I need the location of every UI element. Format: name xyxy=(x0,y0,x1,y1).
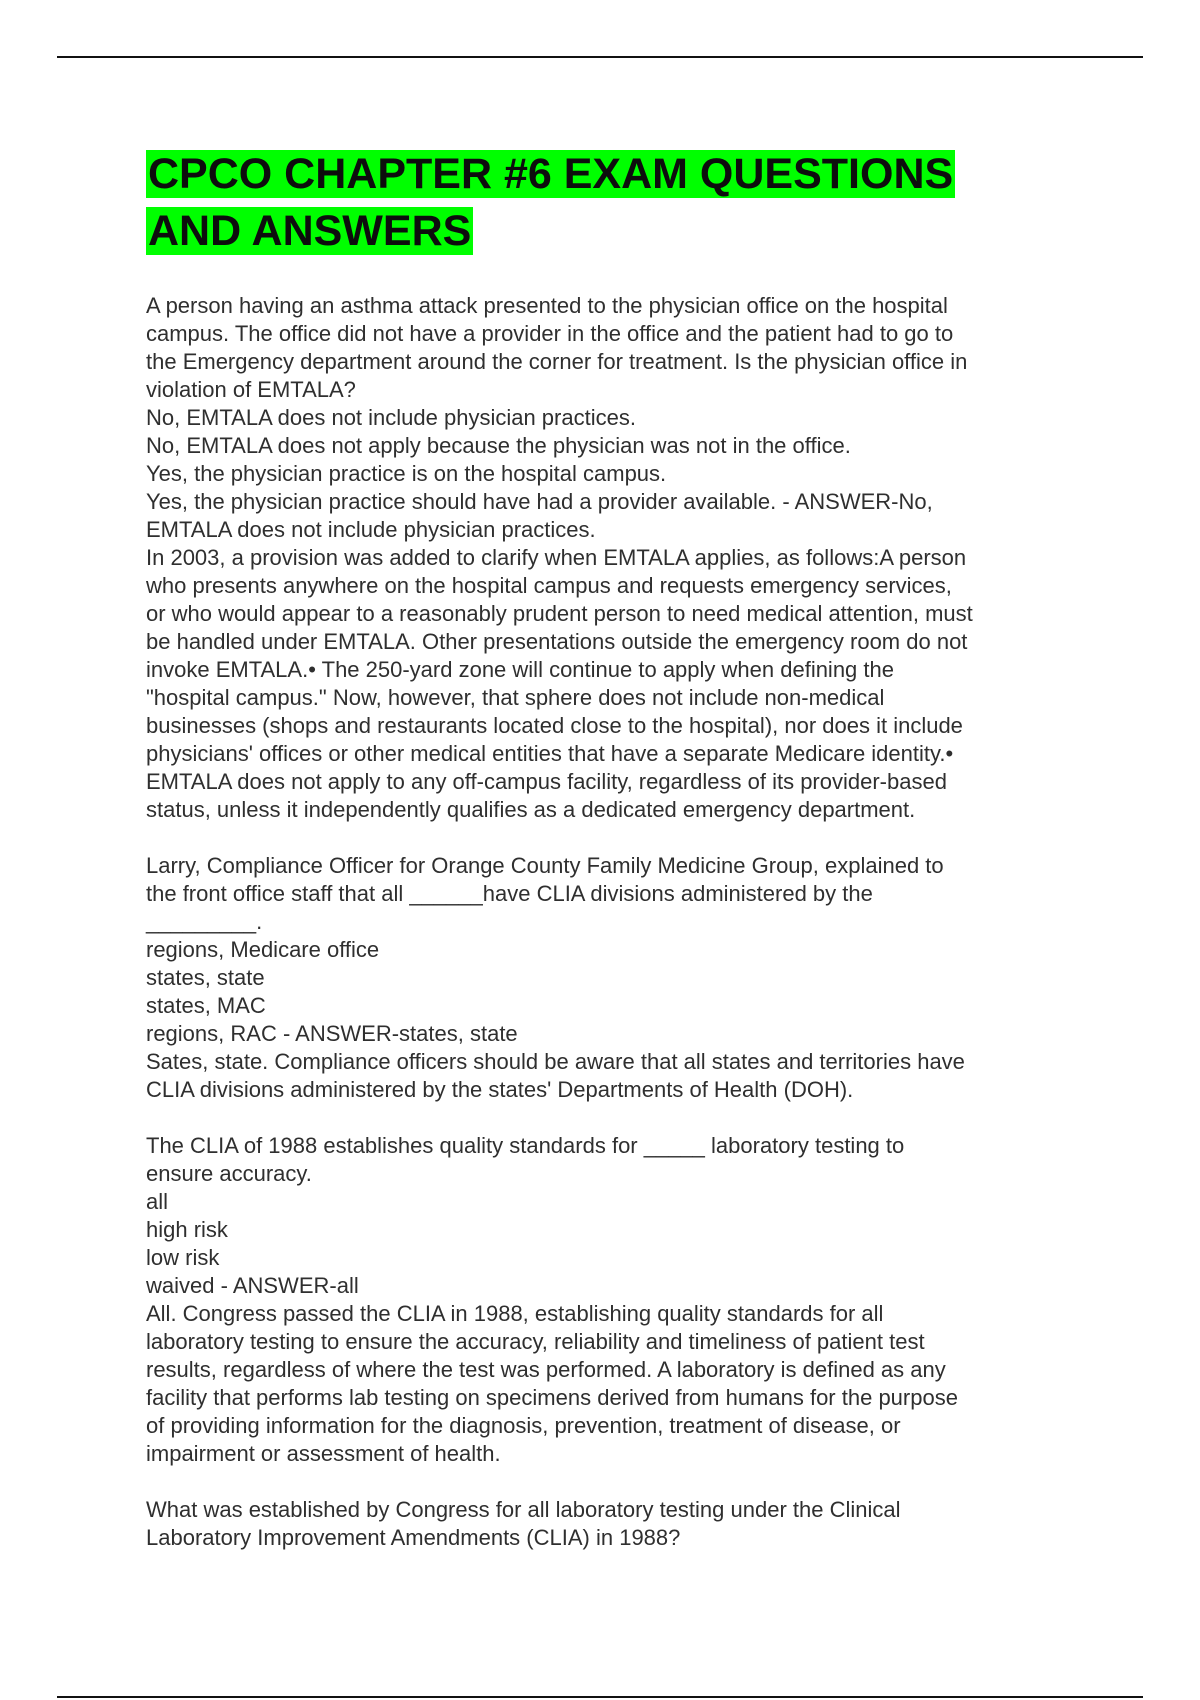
question-block xyxy=(146,852,1066,1104)
text-line: laboratory testing to ensure the accuracy, reliability and timeliness of patient test xyxy=(146,1329,925,1354)
text-line: businesses (shops and restaurants located close to the hospital), nor does it include xyxy=(146,713,963,738)
text-line: "hospital campus." Now, however, that sphere does not include non-medical xyxy=(146,685,885,710)
text-line: regions, RAC - ANSWER-states, state xyxy=(146,1021,518,1046)
text-line: A person having an asthma attack presented to the physician office on the hospital xyxy=(146,293,948,318)
text-line: invoke EMTALA.• The 250-yard zone will continue to apply when defining the xyxy=(146,657,894,682)
text-line: All. Congress passed the CLIA in 1988, establishing quality standards for all xyxy=(146,1301,884,1326)
text-line: status, unless it independently qualifies as a dedicated emergency department. xyxy=(146,797,916,822)
question-block xyxy=(146,292,1066,824)
text-line: results, regardless of where the test was performed. A laboratory is defined as any xyxy=(146,1357,946,1382)
text-line: Yes, the physician practice should have had a provider available. - ANSWER-No, xyxy=(146,489,933,514)
text-line: Sates, state. Compliance officers should be aware that all states and territories have xyxy=(146,1049,965,1074)
text-line: who presents anywhere on the hospital campus and requests emergency services, xyxy=(146,573,952,598)
text-line: Yes, the physician practice is on the hospital campus. xyxy=(146,461,667,486)
text-line: states, state xyxy=(146,965,265,990)
text-line: high risk xyxy=(146,1217,228,1242)
text-line: the front office staff that all ______have CLIA divisions administered by the xyxy=(146,881,873,906)
text-line: be handled under EMTALA. Other presentations outside the emergency room do not xyxy=(146,629,968,654)
text-line: _________. xyxy=(146,909,263,934)
text-line: ensure accuracy. xyxy=(146,1161,312,1186)
title-line-1: CPCO CHAPTER #6 EXAM QUESTIONS xyxy=(148,150,954,198)
title-line-2: AND ANSWERS xyxy=(148,207,472,255)
text-line: The CLIA of 1988 establishes quality standards for _____ laboratory testing to xyxy=(146,1133,905,1158)
question-list xyxy=(146,292,1066,1552)
text-line: low risk xyxy=(146,1245,220,1270)
text-line: CLIA divisions administered by the states' Departments of Health (DOH). xyxy=(146,1077,854,1102)
header-rule xyxy=(57,56,1143,58)
text-line: facility that performs lab testing on specimens derived from humans for the purpose xyxy=(146,1385,958,1410)
question-block xyxy=(146,1132,1066,1468)
text-line: or who would appear to a reasonably prudent person to need medical attention, must xyxy=(146,601,973,626)
document-page xyxy=(146,146,1066,1552)
text-line: No, EMTALA does not apply because the physician was not in the office. xyxy=(146,433,851,458)
text-line: all xyxy=(146,1189,169,1214)
text-line: EMTALA does not include physician practices. xyxy=(146,517,596,542)
text-line: campus. The office did not have a provider in the office and the patient had to go to xyxy=(146,321,954,346)
text-line: impairment or assessment of health. xyxy=(146,1441,501,1466)
text-line: Laboratory Improvement Amendments (CLIA) in 1988? xyxy=(146,1525,681,1550)
document-title xyxy=(146,146,1066,260)
text-line: Larry, Compliance Officer for Orange County Family Medicine Group, explained to xyxy=(146,853,944,878)
text-line: EMTALA does not apply to any off-campus facility, regardless of its provider-based xyxy=(146,769,947,794)
question-block xyxy=(146,1496,1066,1552)
text-line: of providing information for the diagnosis, prevention, treatment of disease, or xyxy=(146,1413,901,1438)
text-line: states, MAC xyxy=(146,993,266,1018)
text-line: regions, Medicare office xyxy=(146,937,380,962)
text-line: the Emergency department around the corner for treatment. Is the physician office in xyxy=(146,349,968,374)
text-line: What was established by Congress for all laboratory testing under the Clinical xyxy=(146,1497,901,1522)
text-line: No, EMTALA does not include physician practices. xyxy=(146,405,636,430)
footer-rule xyxy=(57,1696,1143,1698)
text-line: In 2003, a provision was added to clarify when EMTALA applies, as follows:A person xyxy=(146,545,967,570)
text-line: waived - ANSWER-all xyxy=(146,1273,359,1298)
text-line: violation of EMTALA? xyxy=(146,377,356,402)
text-line: physicians' offices or other medical entities that have a separate Medicare identity.• xyxy=(146,741,954,766)
